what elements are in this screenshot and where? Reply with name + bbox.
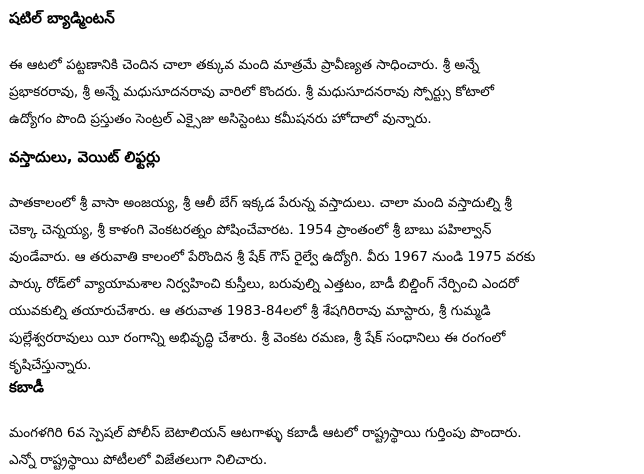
- paragraph-line: యువకుల్ని తయారుచేశారు. ఆ తరువాత 1983-84లలో శ్రీ శేషగిరిరావు మాస్టారు, శ్రీ గుమ్మడి: [9, 303, 491, 319]
- paragraph-shuttle-badminton: [9, 52, 637, 133]
- paragraph-line: వుండేవారు. ఆ తరువాతి కాలంలో పేరొందిన శ్రీ షేక్ గౌస్ రైల్వే ఉద్యోగి. వీరు 1967 నుండి 1975 వరకు: [9, 249, 536, 265]
- section-heading-wrestlers-weightlifters: వస్తాదులు, వెయిట్ లిఫ్టర్లు: [9, 148, 161, 166]
- paragraph-line: ఈ ఆటలో పట్టణానికి చెందిన చాలా తక్కువ మంది మాత్రమే ప్రావీణ్యత సాధించారు. శ్రీ అన్నే: [9, 57, 480, 73]
- paragraph-line: పుల్లేశ్వరరావులు యీ రంగాన్ని అభివృద్ధి చేశారు. శ్రీ వెంకట రమణ, శ్రీ షేక్ సంధానిలు ఈ రంగంలో: [9, 330, 506, 346]
- paragraph-line: పార్కు రోడ్‌లో వ్యాయామశాల నిర్వహించి కుస్తీలు, బరువుల్ని ఎత్తటం, బాడీ బిల్డింగ్ నేర్పించి ఎందరో: [9, 276, 519, 292]
- paragraph-line: ప్రభాకరరావు, శ్రీ అన్నే మధుసూదనరావు వారిలో కొందరు. శ్రీ మధుసూదనరావు స్పోర్ట్సు కోటాలో: [9, 84, 494, 100]
- paragraph-line: చెక్కా చెన్నయ్య, శ్రీ కాళంగి వెంకటరత్నం పోషించేవారట. 1954 ప్రాంతంలో శ్రీ బాబు పహిల్వాన్: [9, 222, 492, 238]
- section-heading-kabaddi: కబాడీ: [9, 378, 45, 396]
- paragraph-wrestlers-weightlifters: [9, 190, 637, 379]
- paragraph-line: కృషిచేస్తున్నారు.: [9, 357, 92, 373]
- paragraph-line: ఎన్నో రాష్ట్రస్థాయి పోటీలలో విజేతలుగా నిలిచారు.: [9, 452, 268, 468]
- paragraph-line: ఉద్యోగం పొంది ప్రస్తుతం సెంట్రల్ ఎక్సైజు అసిస్టెంటు కమీషనరు హోదాలో వున్నారు.: [9, 111, 432, 127]
- paragraph-line: పాతకాలంలో శ్రీ వాసా అంజయ్య, శ్రీ ఆలీ బేగ్ ఇక్కడ పేరున్న వస్తాదులు. చాలా మంది వస్తాదుల్ని శ్రీ: [9, 195, 512, 211]
- section-heading-shuttle-badminton: షటిల్ బ్యాడ్మింటన్: [9, 9, 115, 27]
- paragraph-line: మంగళగిరి 6వ స్పెషల్ పోలీస్ బెటాలియన్ ఆటగాళ్ళు కబాడీ ఆటలో రాష్ట్రస్థాయి గుర్తింపు పొందారు.: [9, 425, 522, 441]
- paragraph-kabaddi: [9, 420, 637, 474]
